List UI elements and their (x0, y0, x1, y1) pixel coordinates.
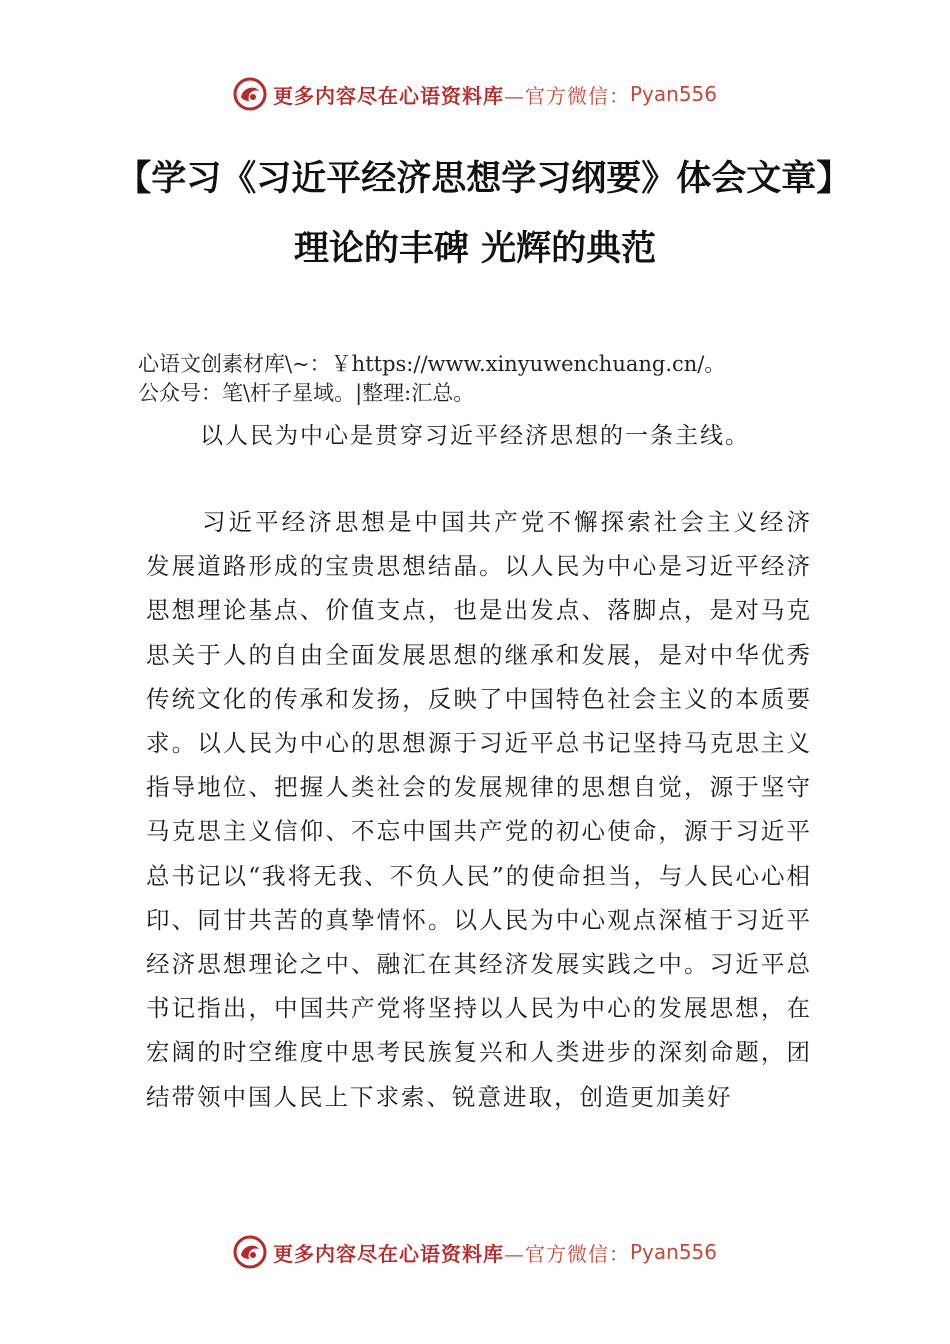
banner-wechat-id: Pyan556 (629, 1240, 717, 1264)
banner-text-main: 更多内容尽在心语资料库 (272, 1241, 504, 1266)
swirl-logo-icon (233, 1235, 267, 1269)
footer-banner (0, 1232, 950, 1272)
header-banner (0, 74, 950, 114)
document-title: 【学习《习近平经济思想学习纲要》体会文章】理论的丰碑 光辉的典范 (116, 159, 834, 269)
banner-wechat-id: Pyan556 (629, 82, 717, 106)
source-line-1: 心语文创素材库\~：￥https://www.xinyuwenchuang.cn/。 (138, 352, 726, 376)
banner-text-sub: —官方微信： (503, 83, 630, 108)
source-line-2: 公众号：笔\杆子星域。|整理:汇总。 (138, 381, 475, 405)
body-paragraph: 习近平经济思想是中国共产党不懈探索社会主义经济发展道路形成的宝贵思想结晶。以人民为中心是习近平经济思想理论基点、价值支点，也是出发点、落脚点，是对马克思关于人的自由全面发展思想的继承和发展，是对中华优秀传统文化的传承和发扬，反映了中国特色社会主义的本质要求。以人民为中心的思想源于习近平总书记坚持马克思主义指导地位、把握人类社会的发展规律的思想自觉，源于坚守马克思主义信仰、不忘中国共产党的初心使命，源于习近平总书记以“我将无我、不负人民”的使命担当，与人民心心相印、同甘共苦的真挚情怀。以人民为中心观点深植于习近平经济思想理论之中、融汇在其经济发展实践之中。习近平总书记指出，中国共产党将坚持以人民为中心的发展思想，在宏阔的时空维度中思考民族复兴和人类进步的深刻命题，团结带领中国人民上下求索、锐意进取，创造更加美好 (146, 508, 812, 1111)
banner-text-sub: —官方微信： (503, 1241, 630, 1266)
source-meta (138, 350, 838, 408)
banner-text-main: 更多内容尽在心语资料库 (272, 83, 504, 108)
lead-sentence: 以人民为中心是贯穿习近平经济思想的一条主线。 (200, 423, 750, 449)
swirl-logo-icon (233, 77, 267, 111)
